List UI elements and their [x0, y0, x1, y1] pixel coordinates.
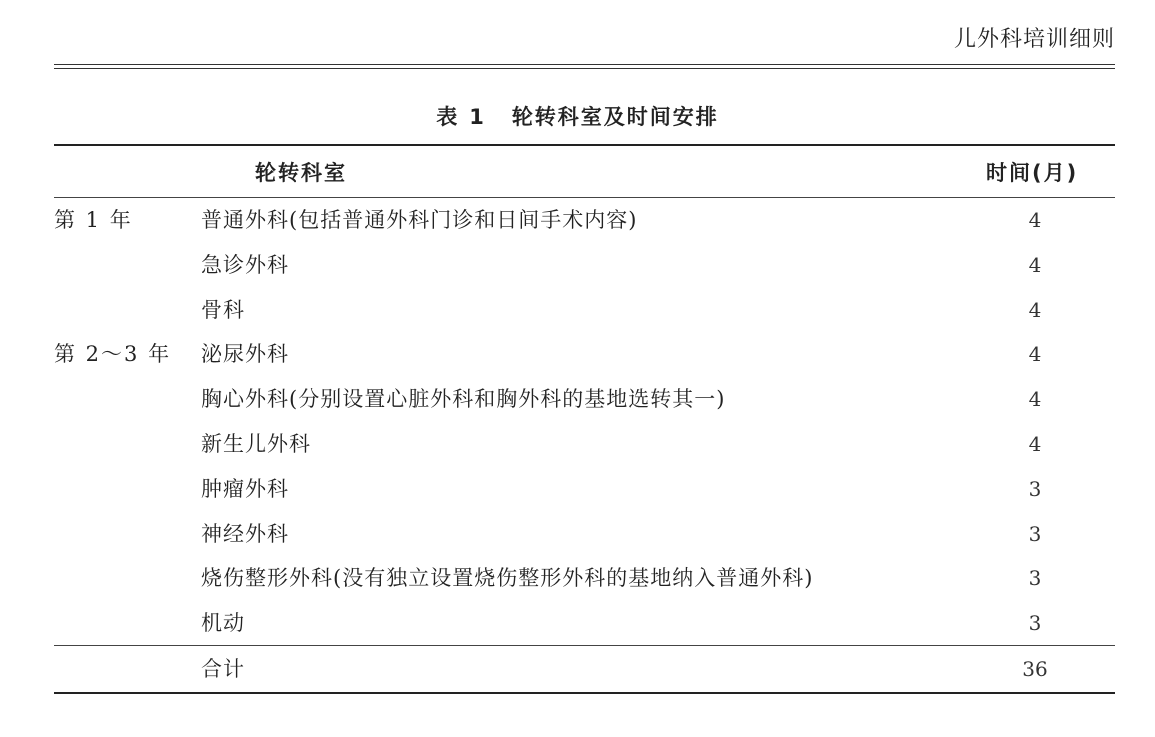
table-title-number: 1: [469, 105, 486, 129]
row-months: 3: [1028, 566, 1042, 590]
row-months: 4: [1028, 298, 1042, 322]
row-months: 3: [1028, 522, 1042, 546]
row-months: 4: [1028, 208, 1042, 232]
column-header-dept: 轮转科室: [255, 161, 347, 185]
table-bottom-rule: [54, 692, 1115, 694]
row-dept: 普通外科(包括普通外科门诊和日间手术内容): [201, 208, 638, 232]
total-top-rule: [54, 645, 1115, 646]
row-months: 4: [1028, 432, 1042, 456]
row-dept: 机动: [201, 611, 245, 635]
row-dept: 肿瘤外科: [201, 477, 289, 501]
row-year: 第 1 年: [54, 208, 133, 232]
total-value: 36: [1022, 657, 1048, 681]
row-months: 3: [1028, 477, 1042, 501]
row-dept: 泌尿外科: [201, 342, 289, 366]
row-months: 4: [1028, 253, 1042, 277]
table-top-rule: [54, 144, 1115, 146]
row-dept: 骨科: [201, 298, 245, 322]
header-double-rule: [54, 64, 1115, 69]
row-months: 3: [1028, 611, 1042, 635]
table-title-prefix: 表: [436, 105, 460, 129]
total-label: 合计: [201, 657, 245, 681]
header-bottom-rule: [54, 197, 1115, 198]
row-dept: 胸心外科(分别设置心脏外科和胸外科的基地选转其一): [201, 387, 726, 411]
row-year: 第 2～3 年: [54, 342, 172, 366]
row-dept: 新生儿外科: [201, 432, 311, 456]
row-months: 4: [1028, 342, 1042, 366]
running-head: 儿外科培训细则: [953, 27, 1115, 52]
row-months: 4: [1028, 387, 1042, 411]
row-dept: 神经外科: [201, 522, 289, 546]
table-title: [0, 101, 1155, 131]
table-title-text: 轮转科室及时间安排: [511, 105, 719, 129]
row-dept: 烧伤整形外科(没有独立设置烧伤整形外科的基地纳入普通外科): [201, 566, 814, 590]
row-dept: 急诊外科: [201, 253, 289, 277]
column-header-time: 时间(月): [986, 161, 1079, 185]
